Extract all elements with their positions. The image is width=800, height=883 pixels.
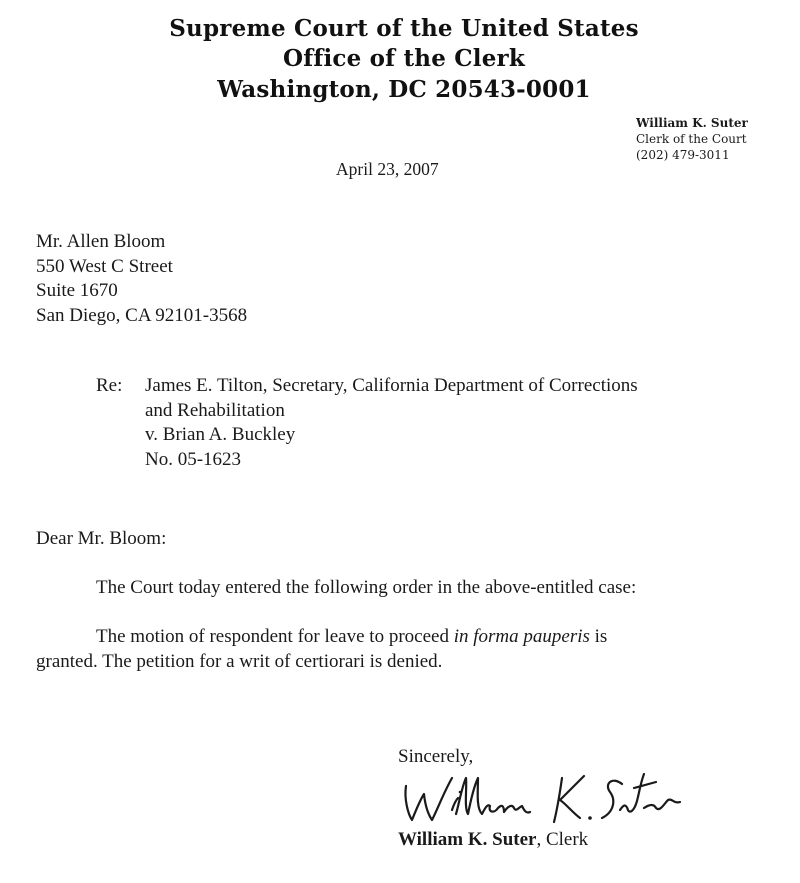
recipient-name: Mr. Allen Bloom <box>36 231 166 252</box>
letterhead-line-2: Office of the Clerk <box>283 45 525 72</box>
re-line-2: and Rehabilitation <box>145 399 285 421</box>
recipient-city-state-zip: San Diego, CA 92101-3568 <box>36 304 248 326</box>
letterhead-line-1: Supreme Court of the United States <box>169 15 639 42</box>
re-line-4: No. 05-1623 <box>145 448 242 470</box>
handwritten-signature <box>398 764 698 832</box>
signer-title: , Clerk <box>536 829 589 850</box>
clerk-info-phone: (202) 479-3011 <box>636 148 730 162</box>
salutation: Dear Mr. Bloom: <box>36 528 167 549</box>
re-label: Re: <box>96 375 123 396</box>
paragraph-2-italic-term: in forma pauperis <box>453 626 590 647</box>
paragraph-1: The Court today entered the following order in the above-entitled case: <box>96 577 637 598</box>
re-line-1: James E. Tilton, Secretary, California Department of Corrections <box>145 375 638 396</box>
signature-graphic <box>398 764 698 828</box>
re-block <box>145 374 638 472</box>
paragraph-2-text-after: is <box>589 626 608 647</box>
recipient-address <box>36 230 247 328</box>
recipient-suite: Suite 1670 <box>36 280 118 301</box>
signer-line <box>398 828 588 852</box>
re-line-3: v. Brian A. Buckley <box>145 424 296 445</box>
signer-name: William K. Suter <box>398 829 537 850</box>
paragraph-2-line-2: granted. The petition for a writ of certiorari is denied. <box>36 651 443 672</box>
letter-date: April 23, 2007 <box>336 159 439 179</box>
clerk-info-title: Clerk of the Court <box>636 132 747 146</box>
closing-sincerely: Sincerely, <box>398 746 474 767</box>
recipient-street: 550 West C Street <box>36 255 173 277</box>
letterhead-line-3: Washington, DC 20543-0001 <box>217 76 591 103</box>
clerk-info-name: William K. Suter <box>636 116 748 130</box>
clerk-info-block <box>636 115 748 163</box>
paragraph-2-text-before: The motion of respondent for leave to proceed <box>96 626 454 647</box>
paragraph-2-line-1 <box>96 625 607 649</box>
